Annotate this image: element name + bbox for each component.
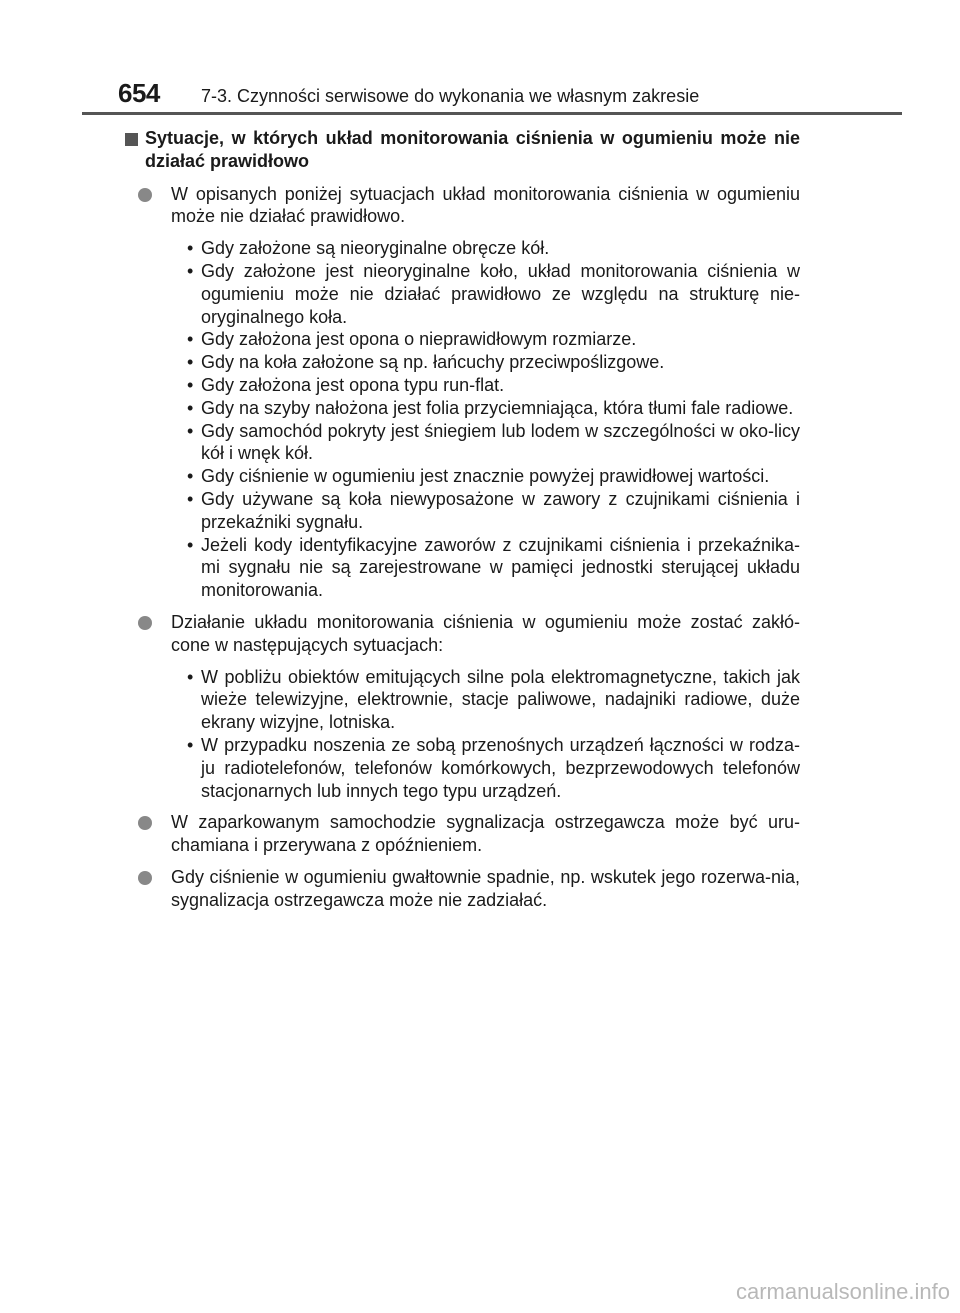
sub-item-text: W przypadku noszenia ze sobą przenośnych urządzeń łączności w rodza-ju radiotelefonów, telefonów komórkowych, bezprzewodowych telefonów stacjonarnych lub innych tego typu urządzeń.: [201, 734, 800, 801]
dot-bullet-icon: •: [187, 260, 194, 281]
sub-item-text: Gdy używane są koła niewyposażone w zawory z czujnikami ciśnienia i przekaźniki sygnału.: [201, 488, 800, 532]
sub-item-text: Gdy założona jest opona typu run-flat.: [201, 374, 505, 395]
circle-bullet-icon: [138, 188, 152, 202]
sub-list-item: [187, 260, 800, 328]
sub-list-item: [187, 666, 800, 734]
dot-bullet-icon: •: [187, 534, 194, 555]
sub-item-text: W pobliżu obiektów emitujących silne pola elektromagnetyczne, takich jak wieże telewizyjne, elektrownie, stacje paliwowe, nadajniki radiowe, duże ekrany wizyjne, lotniska.: [201, 666, 800, 733]
sub-list: [187, 666, 800, 803]
list-item: [125, 611, 800, 657]
sub-list-item: [187, 465, 800, 488]
item-text: Działanie układu monitorowania ciśnienia w ogumieniu może zostać zakłó-cone w następujących sytuacjach:: [171, 611, 800, 655]
page-number: 654: [118, 78, 160, 108]
watermark-logo: carmanualsonline.info: [735, 1279, 950, 1304]
sub-list-item: [187, 328, 800, 351]
sub-item-text: Gdy założone jest nieoryginalne koło, układ monitorowania ciśnienia w ogumieniu może nie działać prawidłowo ze względu na strukturę nie-oryginalnego koła.: [201, 260, 800, 327]
item-text: W opisanych poniżej sytuacjach układ monitorowania ciśnienia w ogumieniu może nie działać prawidłowo.: [171, 183, 800, 227]
item-text: W zaparkowanym samochodzie sygnalizacja ostrzegawcza może być uru-chamiana i przerywana z opóźnieniem.: [171, 812, 800, 856]
dot-bullet-icon: •: [187, 329, 194, 350]
sub-list-item: [187, 374, 800, 397]
sub-list-item: [187, 488, 800, 534]
page-content: [125, 127, 800, 921]
circle-bullet-icon: [138, 871, 152, 885]
header-divider: [82, 112, 902, 115]
item-list: [125, 183, 800, 912]
dot-bullet-icon: •: [187, 420, 194, 441]
square-bullet-icon: [125, 133, 138, 146]
sub-item-text: Gdy założona jest opona o nieprawidłowym rozmiarze.: [201, 329, 637, 350]
chapter-title: 7-3. Czynności serwisowe do wykonania we własnym zakresie: [201, 86, 700, 106]
sub-list-item: [187, 397, 800, 420]
sub-item-text: Gdy na szyby nałożona jest folia przyciemniająca, która tłumi fale radiowe.: [201, 397, 794, 418]
list-item: [125, 183, 800, 229]
sub-item-text: Jeżeli kody identyfikacyjne zaworów z czujnikami ciśnienia i przekaźnika-mi sygnału nie są zarejestrowane w pamięci jednostki sterującej układu monitorowania.: [201, 534, 800, 601]
dot-bullet-icon: •: [187, 734, 194, 755]
sub-list-item: [187, 237, 800, 260]
dot-bullet-icon: •: [187, 374, 194, 395]
circle-bullet-icon: [138, 616, 152, 630]
dot-bullet-icon: •: [187, 352, 194, 373]
sub-list-item: [187, 351, 800, 374]
sub-item-text: Gdy ciśnienie w ogumieniu jest znacznie powyżej prawidłowej wartości.: [201, 466, 770, 487]
list-item: [125, 811, 800, 857]
section-title: Sytuacje, w których układ monitorowania ciśnienia w ogumieniu może nie działać prawidłowo: [145, 128, 800, 171]
sub-list-item: [187, 420, 800, 466]
sub-item-text: Gdy założone są nieoryginalne obręcze kół.: [201, 238, 550, 259]
section-heading: [125, 127, 800, 173]
dot-bullet-icon: •: [187, 397, 194, 418]
dot-bullet-icon: •: [187, 238, 194, 259]
dot-bullet-icon: •: [187, 666, 194, 687]
page-header: [118, 78, 908, 110]
sub-item-text: Gdy na koła założone są np. łańcuchy przeciwpoślizgowe.: [201, 352, 665, 373]
sub-list-item: [187, 734, 800, 802]
circle-bullet-icon: [138, 816, 152, 830]
sub-item-text: Gdy samochód pokryty jest śniegiem lub lodem w szczególności w oko-licy kół i wnęk kół.: [201, 420, 800, 464]
sub-list-item: [187, 534, 800, 602]
sub-list: [187, 237, 800, 602]
dot-bullet-icon: •: [187, 488, 194, 509]
dot-bullet-icon: •: [187, 466, 194, 487]
item-text: Gdy ciśnienie w ogumieniu gwałtownie spadnie, np. wskutek jego rozerwa-nia, sygnalizacja ostrzegawcza może nie zadziałać.: [171, 866, 800, 910]
list-item: [125, 866, 800, 912]
